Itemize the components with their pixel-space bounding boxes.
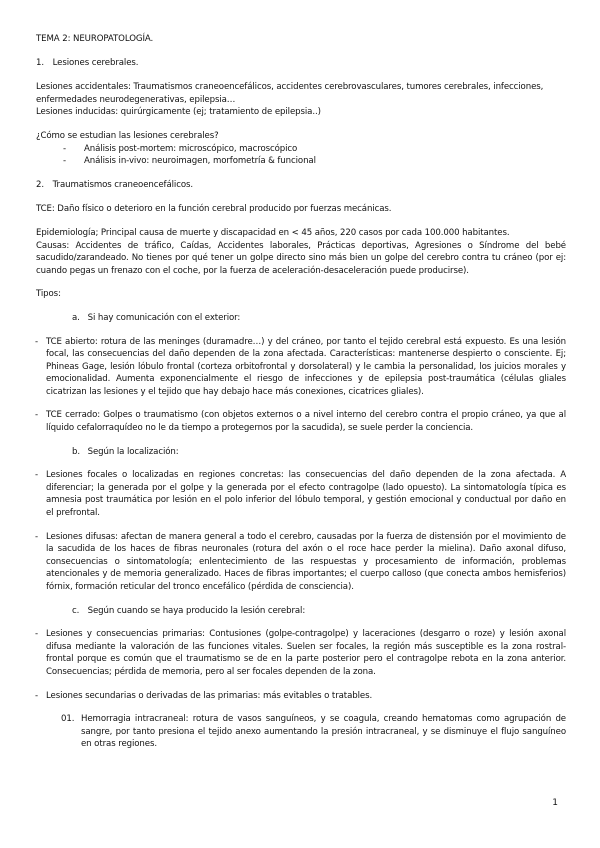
section-number: 2. <box>36 179 44 190</box>
study-methods-list <box>36 143 566 168</box>
subsection-label: Según cuando se haya producido la lesión cerebral: <box>87 605 306 616</box>
section-number: 1. <box>36 57 44 68</box>
bullet-dash: - <box>35 690 39 701</box>
bullet-dash: - <box>63 156 67 167</box>
subsection-a <box>36 312 566 325</box>
page-content <box>36 33 566 751</box>
tce-definition: TCE: Daño físico o deterioro en la función cerebral producido por fuerzas mecánicas. <box>36 204 392 215</box>
epidemiology-paragraph: Epidemiología; Principal causa de muerte y discapacidad en < 45 años, 220 casos por cada 100.000 habitantes. <box>36 227 510 238</box>
focal-lesions-item <box>36 469 566 519</box>
list-item <box>63 143 566 156</box>
subsection-letter: c. <box>72 605 80 616</box>
open-tce-item <box>36 336 566 399</box>
secondary-lesions-item <box>36 690 566 703</box>
enum-number: 01. <box>61 714 75 725</box>
types-label: Tipos: <box>36 289 61 300</box>
list-item-text: Análisis post-mortem: microscópico, macroscópico <box>84 143 298 154</box>
subsection-c <box>36 605 566 618</box>
closed-tce-text: TCE cerrado: Golpes o traumatismo (con objetos externos o a nivel interno del cerebro contra el propio cráneo, ya que al líquido cefalorraquídeo no le da tiempo a protegernos por la sacudida), se suele perder la conciencia. <box>46 410 566 434</box>
secondary-lesions-text: Lesiones secundarias o derivadas de las primarias: más evitables o tratables. <box>46 690 373 701</box>
bullet-dash: - <box>63 143 67 154</box>
page-number: 1 <box>552 798 558 808</box>
hemorrhage-text: Hemorragia intracraneal: rotura de vasos sanguíneos, y se coagula, creando hematomas como agrupación de sangre, por tanto presiona el tejido anexo aumentando la presión intracraneal, y se disminuye el flujo sanguíneo en otras regiones. <box>81 714 566 750</box>
closed-tce-item <box>36 409 566 434</box>
subsection-b <box>36 446 566 459</box>
bullet-dash: - <box>35 531 39 542</box>
section-title: Traumatismos craneoencefálicos. <box>52 179 194 190</box>
bullet-dash: - <box>35 410 39 421</box>
primary-lesions-item <box>36 628 566 678</box>
list-item <box>63 155 566 168</box>
section-heading-1 <box>36 57 566 70</box>
open-tce-text: TCE abierto: rotura de las meninges (duramadre…) y del cráneo, por tanto el tejido cerebral está expuesto. Es una lesión focal, las consecuencias del daño dependen de la zona afectada. Características: mantenerse despierto o consciente. Ej; Phineas Gage, lesión lóbulo frontal (corteza orbitofrontal y dorsolateral) y le cambia la personalidad, los juicios morales y emocionalidad. Aumenta exponencialmente el riesgo de infecciones y de epilepsia post-traumática (células gliales cicatrizan las lesiones y el tejido que hay debajo hace más conexiones, cicatrices gliales). <box>46 336 566 397</box>
subsection-label: Si hay comunicación con el exterior: <box>87 312 241 323</box>
diffuse-lesions-text: Lesiones difusas: afectan de manera general a todo el cerebro, causadas por la fuerza de distensión por el movimiento de la sacudida de los haces de fibras neuronales (rotura del axón o el roce hace perder la mielina). Daño axonal difuso, consecuencias o sintomatología; enlentecimiento de las respuestas y procesamiento de información, problemas atencionales y de memoria generalizado. Haces de fibras importantes; el cuerpo calloso (que conecta ambos hemisferios) fórnix, formación reticular del tronco encefálico (pérdida de consciencia). <box>46 531 566 592</box>
subsection-label: Según la localización: <box>87 446 179 457</box>
focal-lesions-text: Lesiones focales o localizadas en regiones concretas: las consecuencias del daño dependen de la zona afectada. A diferenciar; la generada por el golpe y la generada por el efecto contragolpe (lado opuesto). La sintomatología típica es amnesia post traumática por lesión en el polo inferior del lóbulo temporal, y gestión emocional y conductual por daño en el prefrontal. <box>46 470 566 519</box>
bullet-dash: - <box>35 336 39 347</box>
accidental-lesions-paragraph: Lesiones accidentales: Traumatismos craneoencefálicos, accidentes cerebrovasculares, tumores cerebrales, infecciones, enfermedades neurodegenerativas, epilepsia… <box>36 82 544 105</box>
diffuse-lesions-item <box>36 531 566 594</box>
section-heading-2 <box>36 179 566 192</box>
document-title: TEMA 2: NEUROPATOLOGÍA. <box>36 34 154 44</box>
bullet-dash: - <box>35 629 39 640</box>
primary-lesions-text: Lesiones y consecuencias primarias: Contusiones (golpe-contragolpe) y laceraciones (desgarro o roze) y lesión axonal difusa mediante la valoración de las funciones vitales. Suelen ser focales, la región más susceptible es la zona rostral-frontal porque es común que el traumatismo se de en la parte posterior pero el contragolpe rebota en la zona anterior. Consecuencias; pérdida de memoria, pero al ser focales dependen de la zona. <box>46 629 566 677</box>
subsection-letter: b. <box>72 446 80 457</box>
causes-paragraph: Causas: Accidentes de tráfico, Caídas, Accidentes laborales, Prácticas deportivas, Agresiones o Síndrome del bebé sacudido/zarandeado. No tienes por qué tener un golpe directo sino más bien un golpe del cerebro contra tu cráneo (por ej: cuando pegas un frenazo con el coche, por la fuerza de aceleración-desaceleración puede producirse). <box>36 240 566 276</box>
induced-lesions-paragraph: Lesiones inducidas: quirúrgicamente (ej; tratamiento de epilepsia..) <box>36 107 321 118</box>
bullet-dash: - <box>35 470 39 481</box>
subsection-letter: a. <box>72 312 80 323</box>
hemorrhage-item <box>36 713 566 751</box>
section-title: Lesiones cerebrales. <box>52 57 139 68</box>
list-item-text: Análisis in-vivo: neuroimagen, morfometría & funcional <box>84 156 316 167</box>
study-question: ¿Cómo se estudian las lesiones cerebrales? <box>36 130 219 141</box>
